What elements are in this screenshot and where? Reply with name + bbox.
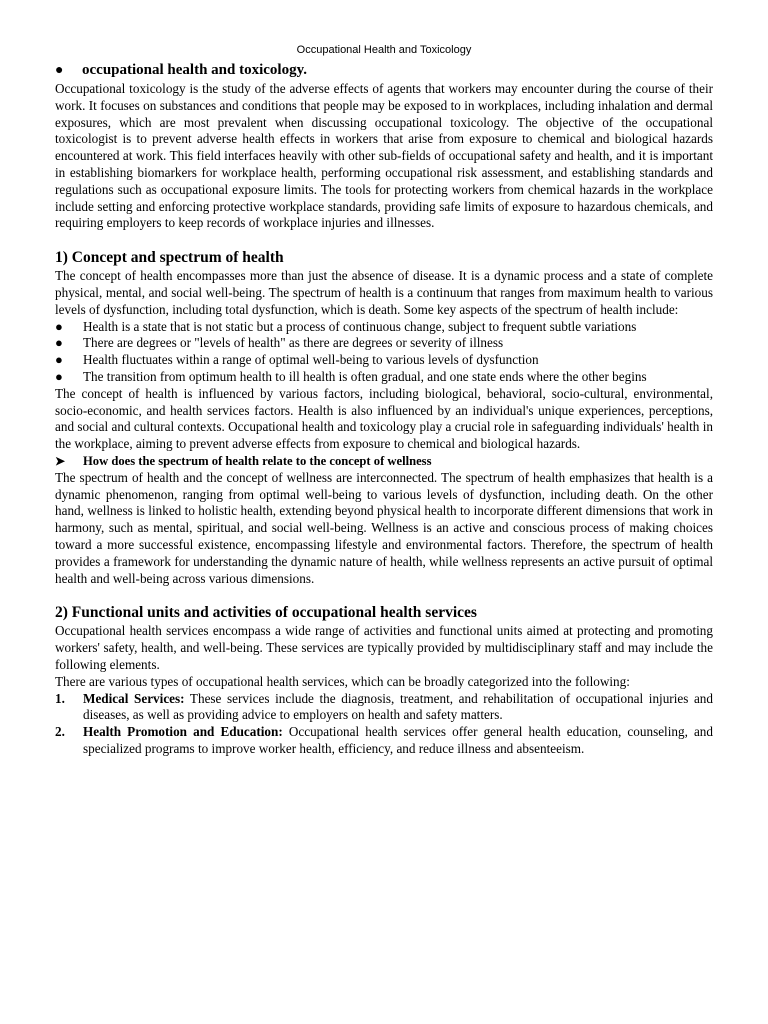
bullet-icon: ● (55, 352, 63, 368)
intro-heading-text: occupational health and toxicology. (82, 62, 308, 78)
intro-heading (55, 60, 713, 81)
bullet-icon: ● (55, 335, 63, 351)
bullet-icon: ● (55, 368, 63, 384)
bullet-icon: ● (55, 63, 64, 78)
section1-heading: 1) Concept and spectrum of health (55, 249, 284, 267)
document-body (55, 60, 713, 758)
intro-paragraph: Occupational toxicology is the study of the adverse effects of agents that workers may encounter during the course of their work. It focuses on substances and conditions that people may be exposed to in workplaces, including inhalation and dermal exposures, which are most prevalent when discussing occupational toxicology. The objective of the occupational toxicologist is to prevent adverse health effects in workers that arise from exposure to chemical and biological hazards encountered at work. This field interfaces heavily with other sub-fields of occupational safety and health, and it is important in establishing biomarkers for workplace health, performing occupational risk assessment, and establishing standards and regulations such as occupational exposure limits. The tools for protecting workers from chemical hazards in the workplace include setting and enforcing protective workplace standards, providing safe limits of exposure to hazardous chemicals, and requiring employers to keep records of workplace injuries and illnesses. (55, 81, 713, 231)
section1-paragraph1: The concept of health encompasses more than just the absence of disease. It is a dynamic process and a state of complete physical, mental, and social well-being. The spectrum of health is a continuum that ranges from maximum health to various levels of dysfunction, including total dysfunction, which is death. Some key aspects of the spectrum of health include: (55, 268, 713, 317)
list-item: ● The transition from optimum health to ill health is often gradual, and one state ends where the other begins (55, 368, 647, 384)
list-item (55, 691, 713, 725)
section2-paragraph2: There are various types of occupational health services, which can be broadly categorized into the following: (55, 673, 630, 689)
list-item (55, 724, 713, 758)
item-text: Occupational health services offer general health education, counseling, and specialized programs to improve worker health, efficiency, and reduce illness and absenteeism. (83, 724, 713, 756)
section2-heading: 2) Functional units and activities of occupational health services (55, 604, 477, 622)
item-text: These services include the diagnosis, treatment, and rehabilitation of occupational injuries and diseases, as well as providing advice to employers on health and safety matters. (83, 690, 713, 723)
wellness-subheading-text: How does the spectrum of health relate to the concept of wellness (83, 453, 432, 468)
item-lead: Health Promotion and Education: (83, 724, 283, 740)
arrow-bullet-icon: ➤ (55, 453, 66, 468)
section1-bullet-list (55, 319, 713, 386)
list-item: ● Health is a state that is not static but a process of continuous change, subject to frequent subtle variations (55, 318, 637, 334)
section1-paragraph3: The spectrum of health and the concept of wellness are interconnected. The spectrum of health emphasizes that health is a dynamic phenomenon, ranging from optimal well-being to various levels of dysfunction, including death. On the other hand, wellness is linked to holistic health, extending beyond physical health to incorporate different dimensions that work in harmony, such as mental, spiritual, and social well-being. Wellness is an active and conscious process of making choices toward a more successful existence, encompassing lifestyle and environmental factors. Therefore, the spectrum of health provides a framework for understanding the dynamic nature of health, while wellness represents an active pursuit of optimal health and well-being across various dimensions. (55, 469, 713, 586)
list-item: ● Health fluctuates within a range of optimal well-being to various levels of dysfunction (55, 352, 539, 368)
section-functional-units (55, 603, 713, 757)
section1-paragraph2: The concept of health is influenced by various factors, including biological, behavioral, socio-cultural, environmental, socio-economic, and health services factors. Health is also influenced by an individual's unique experiences, perceptions, and social and cultural contexts. Occupational health and toxicology play a crucial role in safeguarding individuals' health in the workplace, aiming to prevent adverse effects from exposure to chemical and biological hazards. (55, 385, 713, 452)
item-number: 1. (55, 690, 65, 706)
list-item: ● There are degrees or "levels of health" as there are degrees or severity of illness (55, 335, 504, 351)
item-lead: Medical Services: (83, 690, 185, 706)
section2-paragraph1: Occupational health services encompass a wide range of activities and functional units aimed at protecting and promoting workers' safety, health, and well-being. These services are typically provided by multidisciplinary staff and may include the following elements. (55, 623, 713, 672)
bullet-icon: ● (55, 318, 63, 334)
section-concept-spectrum (55, 248, 713, 587)
wellness-subheading (55, 453, 713, 470)
running-header: Occupational Health and Toxicology (296, 44, 472, 56)
services-numbered-list (55, 691, 713, 758)
item-number: 2. (55, 724, 65, 740)
